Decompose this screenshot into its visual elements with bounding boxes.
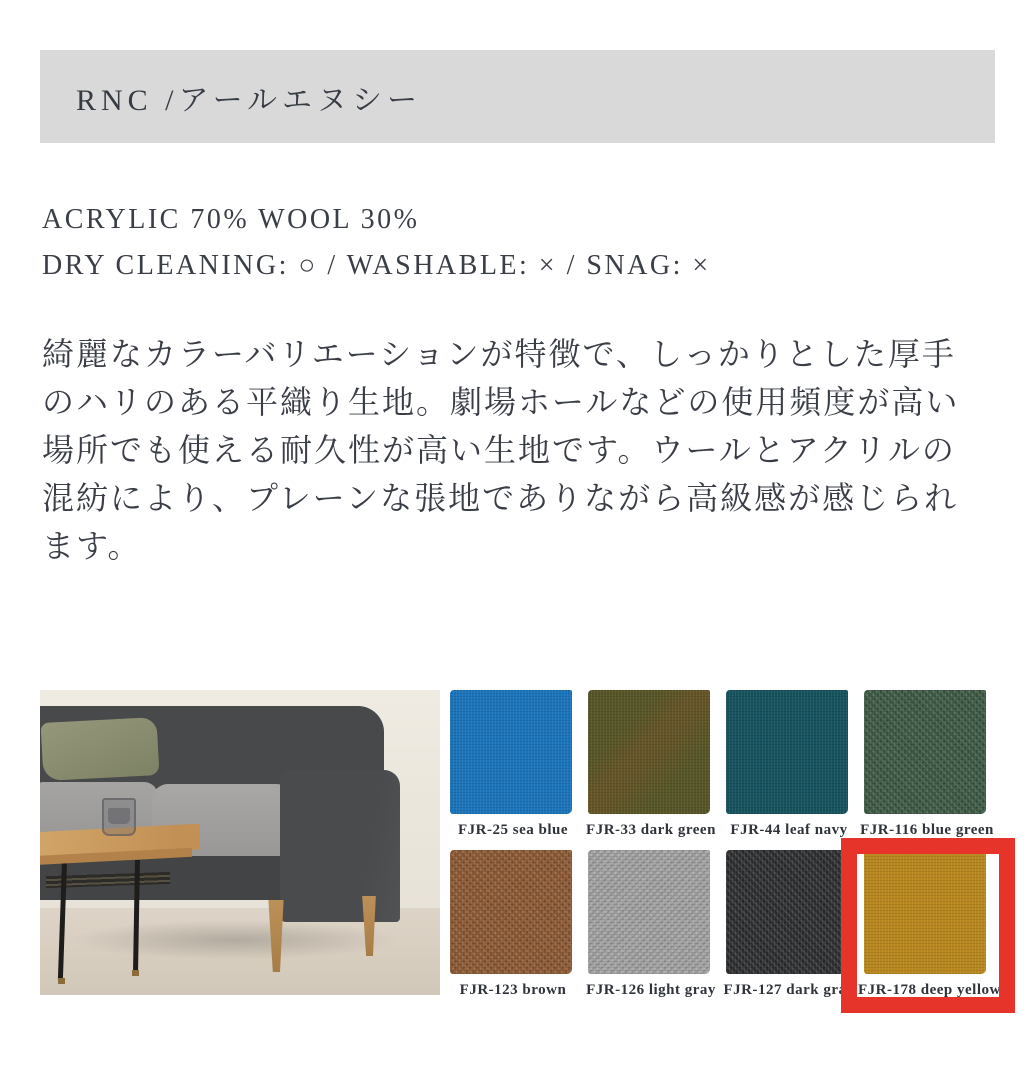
fabric-swatch-fjr-116 <box>864 690 986 814</box>
spec-block <box>42 200 992 286</box>
fabric-swatch-fjr-123 <box>450 850 572 974</box>
description-line: 混紡により、プレーンな張地でありながら高級感が感じられ <box>42 480 959 516</box>
sofa-armrest <box>280 770 400 922</box>
swatch-label: FJR-44 leaf navy <box>730 822 848 838</box>
fabric-swatch-fjr-25 <box>450 690 572 814</box>
swatch-label: FJR-123 brown <box>459 982 567 998</box>
swatch-label: FJR-178 deep yellow <box>858 982 1001 998</box>
swatch-label: FJR-33 dark green <box>586 822 716 838</box>
selected-swatch-highlight-box <box>841 838 1015 1013</box>
sofa-shadow <box>70 920 400 960</box>
fabric-description <box>42 330 994 570</box>
swatch-label: FJR-126 light gray <box>586 982 716 998</box>
sofa-photo <box>40 690 440 995</box>
swatch-cell-fjr-44 <box>720 690 858 840</box>
swatch-cell-fjr-127 <box>720 850 858 1000</box>
fabric-header-bar <box>40 50 995 143</box>
swatch-label: FJR-127 dark gray <box>723 982 855 998</box>
description-line: のハリのある平織り生地。劇場ホールなどの使用頻度が高い <box>42 384 960 420</box>
swatch-label: FJR-116 blue green <box>860 822 994 838</box>
fabric-swatch-fjr-44 <box>726 690 848 814</box>
fabric-swatch-fjr-127 <box>726 850 848 974</box>
swatch-cell-fjr-123 <box>444 850 582 1000</box>
coffee-table-foot <box>132 970 139 976</box>
swatch-cell-fjr-25 <box>444 690 582 840</box>
fabric-title: RNC /アールエヌシー <box>76 83 423 117</box>
fabric-swatch-fjr-33 <box>588 690 710 814</box>
glass-cup <box>102 798 136 836</box>
care-instructions-text: DRY CLEANING: ○ / WASHABLE: × / SNAG: × <box>42 250 711 281</box>
coffee-table-foot <box>58 978 65 984</box>
swatch-cell-fjr-33 <box>582 690 720 840</box>
description-line: ます。 <box>42 528 142 564</box>
fabric-swatch-fjr-126 <box>588 850 710 974</box>
swatch-label: FJR-25 sea blue <box>458 822 568 838</box>
throw-pillow <box>41 717 160 781</box>
description-line: 場所でも使える耐久性が高い生地です。ウールとアクリルの <box>42 432 956 468</box>
swatch-cell-fjr-126 <box>582 850 720 1000</box>
description-line: 綺麗なカラーバリエーションが特徴で、しっかりとした厚手 <box>42 336 956 372</box>
swatch-cell-fjr-116 <box>858 690 996 840</box>
composition-text: ACRYLIC 70% WOOL 30% <box>42 204 420 235</box>
